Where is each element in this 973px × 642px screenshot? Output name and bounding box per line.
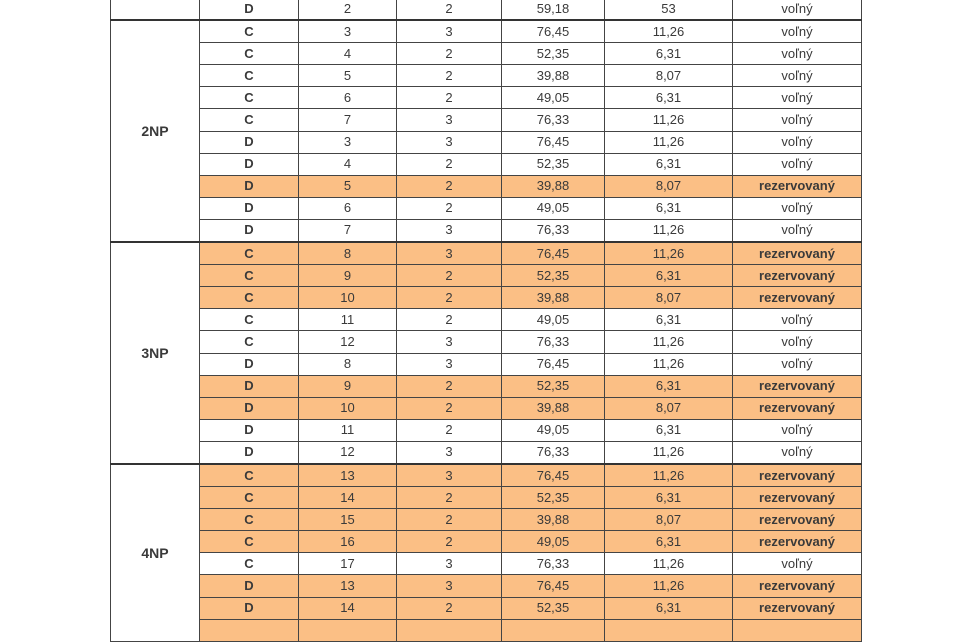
area-cell: 52,35 — [502, 597, 605, 619]
extra-area-cell: 6,31 — [605, 87, 733, 109]
status-cell: rezervovaný — [733, 531, 862, 553]
unit-number-cell: 7 — [299, 219, 397, 242]
extra-area-cell: 6,31 — [605, 43, 733, 65]
rooms-cell: 3 — [397, 109, 502, 131]
extra-area-cell: 6,31 — [605, 153, 733, 175]
extra-area-cell: 11,26 — [605, 441, 733, 464]
unit-number-cell: 12 — [299, 441, 397, 464]
area-cell: 76,33 — [502, 553, 605, 575]
area-cell — [502, 619, 605, 641]
extra-area-cell — [605, 619, 733, 641]
section-cell: C — [200, 531, 299, 553]
table-row — [111, 43, 862, 65]
unit-number-cell: 10 — [299, 397, 397, 419]
area-cell: 76,33 — [502, 331, 605, 353]
rooms-cell: 3 — [397, 441, 502, 464]
unit-number-cell: 2 — [299, 0, 397, 20]
table-row — [111, 197, 862, 219]
unit-number-cell: 16 — [299, 531, 397, 553]
table-row — [111, 219, 862, 242]
status-cell: rezervovaný — [733, 509, 862, 531]
extra-area-cell: 11,26 — [605, 353, 733, 375]
rooms-cell: 2 — [397, 0, 502, 20]
table-row — [111, 265, 862, 287]
area-cell: 52,35 — [502, 265, 605, 287]
table-row — [111, 619, 862, 641]
table-row — [111, 109, 862, 131]
unit-number-cell: 3 — [299, 20, 397, 43]
area-cell: 49,05 — [502, 197, 605, 219]
section-cell: C — [200, 43, 299, 65]
status-cell: voľný — [733, 109, 862, 131]
status-cell: voľný — [733, 353, 862, 375]
table-row — [111, 575, 862, 597]
section-cell: D — [200, 153, 299, 175]
table-row — [111, 464, 862, 487]
table-row — [111, 353, 862, 375]
area-cell: 76,45 — [502, 575, 605, 597]
status-cell: voľný — [733, 419, 862, 441]
extra-area-cell: 6,31 — [605, 531, 733, 553]
unit-number-cell: 15 — [299, 509, 397, 531]
extra-area-cell: 11,26 — [605, 553, 733, 575]
area-cell: 76,45 — [502, 131, 605, 153]
table-row — [111, 175, 862, 197]
section-cell: C — [200, 87, 299, 109]
table-row — [111, 531, 862, 553]
table-row — [111, 287, 862, 309]
section-cell: D — [200, 441, 299, 464]
extra-area-cell: 8,07 — [605, 175, 733, 197]
rooms-cell: 3 — [397, 219, 502, 242]
rooms-cell: 2 — [397, 153, 502, 175]
section-cell: C — [200, 553, 299, 575]
table-row — [111, 419, 862, 441]
table-row — [111, 331, 862, 353]
area-cell: 76,33 — [502, 219, 605, 242]
rooms-cell: 3 — [397, 553, 502, 575]
unit-number-cell: 9 — [299, 375, 397, 397]
area-cell: 76,45 — [502, 20, 605, 43]
table-row — [111, 441, 862, 464]
area-cell: 76,33 — [502, 109, 605, 131]
section-cell: C — [200, 109, 299, 131]
section-cell: D — [200, 0, 299, 20]
table-row — [111, 153, 862, 175]
status-cell: rezervovaný — [733, 464, 862, 487]
section-cell: C — [200, 242, 299, 265]
rooms-cell: 3 — [397, 131, 502, 153]
rooms-cell: 2 — [397, 65, 502, 87]
extra-area-cell: 11,26 — [605, 131, 733, 153]
table-row — [111, 597, 862, 619]
apartment-availability-table — [110, 0, 862, 642]
area-cell: 39,88 — [502, 175, 605, 197]
table-row — [111, 242, 862, 265]
area-cell: 39,88 — [502, 65, 605, 87]
rooms-cell: 2 — [397, 397, 502, 419]
area-cell: 49,05 — [502, 309, 605, 331]
area-cell: 59,18 — [502, 0, 605, 20]
section-cell: D — [200, 175, 299, 197]
area-cell: 76,45 — [502, 464, 605, 487]
unit-number-cell: 5 — [299, 175, 397, 197]
unit-number-cell: 6 — [299, 87, 397, 109]
extra-area-cell: 11,26 — [605, 219, 733, 242]
unit-number-cell: 4 — [299, 43, 397, 65]
extra-area-cell: 6,31 — [605, 309, 733, 331]
extra-area-cell: 8,07 — [605, 65, 733, 87]
area-cell: 52,35 — [502, 487, 605, 509]
unit-number-cell: 12 — [299, 331, 397, 353]
area-cell: 76,33 — [502, 441, 605, 464]
section-cell: C — [200, 464, 299, 487]
status-cell: rezervovaný — [733, 397, 862, 419]
rooms-cell: 2 — [397, 309, 502, 331]
unit-number-cell: 11 — [299, 309, 397, 331]
status-cell: voľný — [733, 0, 862, 20]
rooms-cell: 2 — [397, 197, 502, 219]
section-cell: C — [200, 509, 299, 531]
section-cell: D — [200, 197, 299, 219]
status-cell: voľný — [733, 553, 862, 575]
status-cell: rezervovaný — [733, 575, 862, 597]
rooms-cell: 2 — [397, 43, 502, 65]
unit-number-cell: 17 — [299, 553, 397, 575]
section-cell: C — [200, 20, 299, 43]
extra-area-cell: 11,26 — [605, 331, 733, 353]
section-cell: D — [200, 131, 299, 153]
unit-number-cell: 14 — [299, 597, 397, 619]
status-cell: voľný — [733, 43, 862, 65]
rooms-cell: 2 — [397, 597, 502, 619]
extra-area-cell: 8,07 — [605, 287, 733, 309]
extra-area-cell: 6,31 — [605, 197, 733, 219]
section-cell: C — [200, 487, 299, 509]
unit-number-cell: 5 — [299, 65, 397, 87]
rooms-cell: 2 — [397, 287, 502, 309]
extra-area-cell: 53 — [605, 0, 733, 20]
floor-label: 4NP — [111, 464, 200, 641]
status-cell: voľný — [733, 331, 862, 353]
table-row — [111, 397, 862, 419]
rooms-cell: 2 — [397, 375, 502, 397]
unit-number-cell: 11 — [299, 419, 397, 441]
table-row — [111, 309, 862, 331]
status-cell: voľný — [733, 197, 862, 219]
rooms-cell: 2 — [397, 87, 502, 109]
status-cell: voľný — [733, 65, 862, 87]
rooms-cell — [397, 619, 502, 641]
section-cell: C — [200, 65, 299, 87]
extra-area-cell: 6,31 — [605, 419, 733, 441]
extra-area-cell: 6,31 — [605, 487, 733, 509]
extra-area-cell: 8,07 — [605, 509, 733, 531]
area-cell: 39,88 — [502, 287, 605, 309]
rooms-cell: 2 — [397, 419, 502, 441]
area-cell: 49,05 — [502, 531, 605, 553]
unit-number-cell: 4 — [299, 153, 397, 175]
rooms-cell: 3 — [397, 331, 502, 353]
status-cell: rezervovaný — [733, 175, 862, 197]
unit-number-cell: 6 — [299, 197, 397, 219]
status-cell: voľný — [733, 153, 862, 175]
section-cell: D — [200, 353, 299, 375]
section-cell — [200, 619, 299, 641]
table-row — [111, 375, 862, 397]
area-cell: 52,35 — [502, 43, 605, 65]
extra-area-cell: 6,31 — [605, 597, 733, 619]
unit-number-cell: 3 — [299, 131, 397, 153]
status-cell: voľný — [733, 131, 862, 153]
status-cell: voľný — [733, 441, 862, 464]
floor-label: 3NP — [111, 242, 200, 464]
table-row — [111, 509, 862, 531]
section-cell: D — [200, 597, 299, 619]
floor-label — [111, 0, 200, 20]
rooms-cell: 2 — [397, 531, 502, 553]
extra-area-cell: 8,07 — [605, 397, 733, 419]
rooms-cell: 2 — [397, 175, 502, 197]
status-cell: rezervovaný — [733, 242, 862, 265]
table-row — [111, 0, 862, 20]
status-cell: rezervovaný — [733, 375, 862, 397]
unit-number-cell: 14 — [299, 487, 397, 509]
area-cell: 39,88 — [502, 509, 605, 531]
extra-area-cell: 11,26 — [605, 575, 733, 597]
extra-area-cell: 11,26 — [605, 109, 733, 131]
rooms-cell: 3 — [397, 353, 502, 375]
floor-label: 2NP — [111, 20, 200, 242]
area-cell: 49,05 — [502, 87, 605, 109]
section-cell: C — [200, 287, 299, 309]
status-cell: voľný — [733, 20, 862, 43]
unit-number-cell: 8 — [299, 242, 397, 265]
rooms-cell: 3 — [397, 575, 502, 597]
table-row — [111, 131, 862, 153]
status-cell: voľný — [733, 219, 862, 242]
table-row — [111, 20, 862, 43]
table-row — [111, 553, 862, 575]
status-cell — [733, 619, 862, 641]
section-cell: C — [200, 309, 299, 331]
section-cell: D — [200, 375, 299, 397]
unit-number-cell: 13 — [299, 464, 397, 487]
status-cell: rezervovaný — [733, 287, 862, 309]
area-cell: 76,45 — [502, 242, 605, 265]
table-body — [111, 0, 862, 641]
rooms-cell: 3 — [397, 242, 502, 265]
status-cell: rezervovaný — [733, 265, 862, 287]
unit-number-cell: 8 — [299, 353, 397, 375]
area-cell: 52,35 — [502, 375, 605, 397]
area-cell: 49,05 — [502, 419, 605, 441]
status-cell: rezervovaný — [733, 487, 862, 509]
unit-number-cell: 10 — [299, 287, 397, 309]
rooms-cell: 2 — [397, 487, 502, 509]
area-cell: 76,45 — [502, 353, 605, 375]
section-cell: C — [200, 331, 299, 353]
rooms-cell: 2 — [397, 509, 502, 531]
table-row — [111, 65, 862, 87]
table-row — [111, 487, 862, 509]
rooms-cell: 3 — [397, 20, 502, 43]
rooms-cell: 2 — [397, 265, 502, 287]
extra-area-cell: 6,31 — [605, 265, 733, 287]
status-cell: voľný — [733, 309, 862, 331]
rooms-cell: 3 — [397, 464, 502, 487]
extra-area-cell: 11,26 — [605, 464, 733, 487]
unit-number-cell: 9 — [299, 265, 397, 287]
section-cell: D — [200, 419, 299, 441]
table-row — [111, 87, 862, 109]
status-cell: rezervovaný — [733, 597, 862, 619]
area-cell: 52,35 — [502, 153, 605, 175]
status-cell: voľný — [733, 87, 862, 109]
unit-number-cell: 13 — [299, 575, 397, 597]
section-cell: D — [200, 219, 299, 242]
unit-number-cell: 7 — [299, 109, 397, 131]
extra-area-cell: 11,26 — [605, 242, 733, 265]
section-cell: D — [200, 397, 299, 419]
extra-area-cell: 11,26 — [605, 20, 733, 43]
area-cell: 39,88 — [502, 397, 605, 419]
unit-number-cell — [299, 619, 397, 641]
section-cell: D — [200, 575, 299, 597]
section-cell: C — [200, 265, 299, 287]
extra-area-cell: 6,31 — [605, 375, 733, 397]
